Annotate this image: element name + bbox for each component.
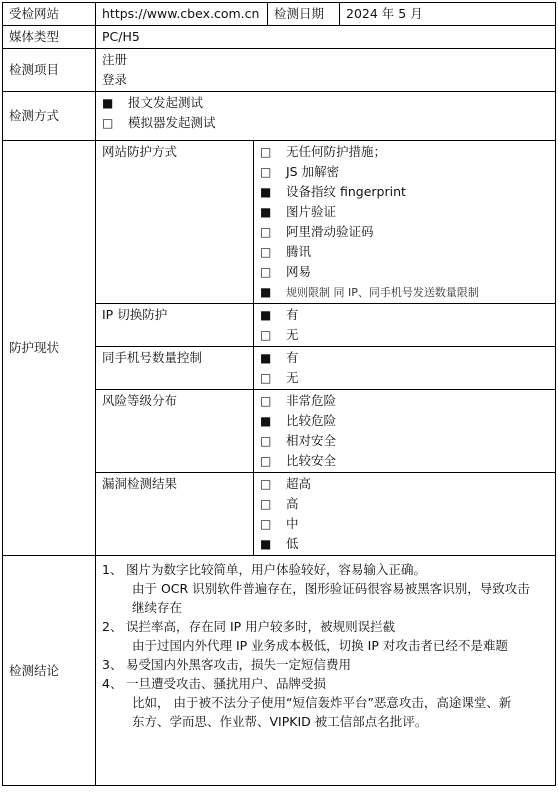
conclusion-line: 由于过国内外代理 IP 业务成本极低，切换 IP 对攻击者已经不是难题 <box>132 638 508 653</box>
option <box>260 411 549 431</box>
conclusion-line: 4、 一旦遭受攻击、骚扰用户、品牌受损 <box>102 676 327 691</box>
option-text: 比较安全 <box>286 453 337 468</box>
option-text: 高 <box>286 496 299 511</box>
option <box>260 325 549 345</box>
conclusion-line: 3、 易受国内外黑客攻击，损失一定短信费用 <box>102 657 352 672</box>
items-label: 检测项目 <box>3 49 96 92</box>
option-text: 规则限制 同 IP、同手机号发送数量限制 <box>286 286 479 299</box>
items-row <box>3 49 556 92</box>
checkbox-empty-icon: □ <box>260 454 272 468</box>
option <box>260 431 549 451</box>
method-option-text: 模拟器发起测试 <box>128 115 216 130</box>
protection-section-options <box>254 141 556 304</box>
checkbox-empty-icon: □ <box>260 225 272 239</box>
checkbox-filled-icon: ■ <box>102 96 114 110</box>
option <box>260 182 549 202</box>
option-text: 无 <box>286 327 299 342</box>
checkbox-empty-icon: □ <box>260 328 272 342</box>
inspection-report-table <box>2 2 556 786</box>
option <box>260 282 549 302</box>
option-text: 图片验证 <box>286 204 337 219</box>
checkbox-empty-icon: □ <box>102 116 114 130</box>
option <box>260 202 549 222</box>
option-text: JS 加解密 <box>286 164 340 179</box>
media-value: PC/H5 <box>96 26 556 49</box>
protection-section-options <box>254 473 556 556</box>
option-text: 设备指纹 fingerprint <box>286 184 406 199</box>
conclusion-line: 由于 OCR 识别软件普遍存在，图形验证码很容易被黑客识别，导致攻击 <box>132 581 530 596</box>
option <box>260 348 549 368</box>
option-text: 无 <box>286 370 299 385</box>
protection-section-label: IP 切换防护 <box>96 304 254 347</box>
method-label: 检测方式 <box>3 92 96 141</box>
site-value: https://www.cbex.com.cn <box>96 3 268 26</box>
date-value: 2024 年 5 月 <box>340 3 556 26</box>
option <box>260 262 549 282</box>
checkbox-empty-icon: □ <box>260 434 272 448</box>
conclusion-row <box>3 556 556 786</box>
header-row <box>3 3 556 26</box>
conclusion-line: 继续存在 <box>132 600 183 615</box>
option <box>260 451 549 471</box>
checkbox-empty-icon: □ <box>260 394 272 408</box>
conclusion-label: 检测结论 <box>3 556 96 786</box>
conclusion-line: 东方、学而思、作业帮、VIPKID 被工信部点名批评。 <box>132 714 428 729</box>
option-text: 比较危险 <box>286 413 337 428</box>
items-values <box>96 49 556 92</box>
option-text: 网易 <box>286 264 312 279</box>
checkbox-filled-icon: ■ <box>260 308 272 322</box>
option <box>260 305 549 325</box>
protection-section-options <box>254 304 556 347</box>
checkbox-filled-icon: ■ <box>260 185 272 199</box>
conclusion-body <box>96 556 556 786</box>
item-login: 登录 <box>102 72 128 87</box>
option-text: 阿里滑动验证码 <box>286 224 374 239</box>
option-text: 有 <box>286 350 299 365</box>
option <box>260 222 549 242</box>
option-text: 腾讯 <box>286 244 312 259</box>
checkbox-filled-icon: ■ <box>260 537 272 551</box>
option <box>260 242 549 262</box>
checkbox-empty-icon: □ <box>260 497 272 511</box>
site-label: 受检网站 <box>3 3 96 26</box>
option-text: 超高 <box>286 476 312 491</box>
checkbox-empty-icon: □ <box>260 145 272 159</box>
media-label: 媒体类型 <box>3 26 96 49</box>
method-row <box>3 92 556 141</box>
checkbox-empty-icon: □ <box>260 477 272 491</box>
method-option-text: 报文发起测试 <box>128 95 204 110</box>
option <box>260 514 549 534</box>
conclusion-line: 比如， 由于被不法分子使用“短信轰炸平台”恶意攻击，高途课堂、新 <box>132 695 512 710</box>
checkbox-filled-icon: ■ <box>260 205 272 219</box>
option <box>260 474 549 494</box>
conclusion-line: 1、 图片为数字比较简单，用户体验较好，容易输入正确。 <box>102 562 427 577</box>
protection-section-label: 同手机号数量控制 <box>96 347 254 390</box>
media-row <box>3 26 556 49</box>
checkbox-filled-icon: ■ <box>260 351 272 365</box>
option-text: 中 <box>286 516 299 531</box>
checkbox-empty-icon: □ <box>260 245 272 259</box>
method-option <box>102 113 549 133</box>
option-text: 无任何防护措施； <box>286 144 387 159</box>
protection-section-label: 网站防护方式 <box>96 141 254 304</box>
date-label: 检测日期 <box>268 3 340 26</box>
checkbox-empty-icon: □ <box>260 165 272 179</box>
method-options <box>96 92 556 141</box>
protection-label: 防护现状 <box>3 141 96 556</box>
option-text: 相对安全 <box>286 433 337 448</box>
protection-row-methods <box>3 141 556 304</box>
protection-section-label: 漏洞检测结果 <box>96 473 254 556</box>
option-text: 低 <box>286 536 299 551</box>
item-register: 注册 <box>102 52 128 67</box>
checkbox-empty-icon: □ <box>260 371 272 385</box>
option <box>260 494 549 514</box>
checkbox-filled-icon: ■ <box>260 285 272 299</box>
option-text: 非常危险 <box>286 393 337 408</box>
protection-section-options <box>254 347 556 390</box>
method-option <box>102 93 549 113</box>
checkbox-filled-icon: ■ <box>260 414 272 428</box>
protection-section-label: 风险等级分布 <box>96 390 254 473</box>
conclusion-line: 2、 误拦率高，存在同 IP 用户较多时，被规则误拦截 <box>102 619 396 634</box>
option <box>260 162 549 182</box>
option-text: 有 <box>286 307 299 322</box>
option <box>260 391 549 411</box>
option <box>260 534 549 554</box>
option <box>260 368 549 388</box>
checkbox-empty-icon: □ <box>260 265 272 279</box>
checkbox-empty-icon: □ <box>260 517 272 531</box>
protection-section-options <box>254 390 556 473</box>
option <box>260 142 549 162</box>
